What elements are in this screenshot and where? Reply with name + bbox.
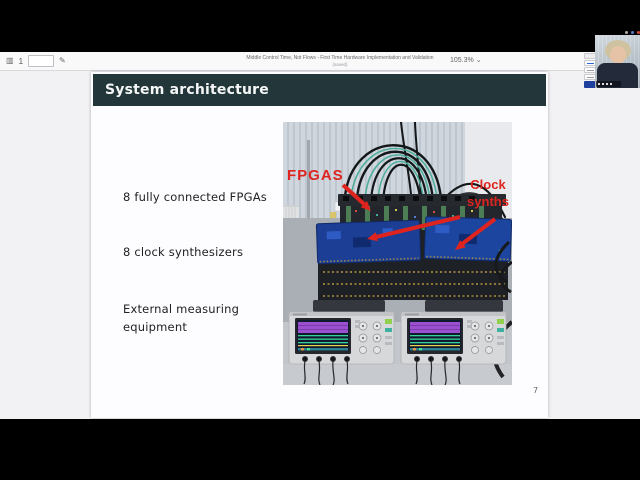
document-title: [230, 55, 450, 67]
sidebar-toggle-icon[interactable]: ▥: [6, 56, 14, 65]
zoom-level-control[interactable]: [450, 56, 482, 64]
annotate-pen-icon[interactable]: ✎: [59, 56, 66, 65]
webcam-video: [595, 35, 640, 88]
page-indicator: 1: [18, 56, 24, 66]
slide-page-number: 7: [533, 386, 539, 395]
page-input[interactable]: [28, 55, 54, 67]
toolbar-left-controls: [6, 55, 66, 67]
zoom-value: 105.3%: [450, 56, 474, 64]
clock-label-line1: Clock: [470, 177, 506, 192]
slide-title: System architecture: [105, 82, 269, 98]
participant-name-label: [596, 81, 621, 87]
fpgas-annotation-label: FPGAS: [287, 167, 344, 184]
bullet-clock-synths: 8 clock synthesizers: [123, 245, 244, 259]
slide-page: [91, 72, 548, 418]
bullet-fpgas: 8 fully connected FPGAs: [123, 190, 267, 204]
hardware-photo-scene: [283, 122, 512, 385]
clock-synths-annotation-label: [462, 176, 512, 210]
bullet-measuring-equipment: External measuring equipment: [123, 302, 240, 334]
chevron-down-icon: ⌄: [475, 57, 482, 64]
hardware-photo: [283, 122, 512, 385]
document-title-text: Middle Control Time, Not Flows - First Time Hardware Implementation and Validation: [246, 55, 434, 61]
clock-label-line2: synths: [467, 194, 509, 209]
speaker-avatar-face: [610, 46, 626, 64]
window-control-dot: [625, 31, 628, 34]
clock-synth-board-left: [316, 220, 420, 264]
slide-title-bar: [93, 74, 546, 106]
document-status: (saved): [332, 62, 348, 67]
window-control-dot: [631, 31, 634, 34]
